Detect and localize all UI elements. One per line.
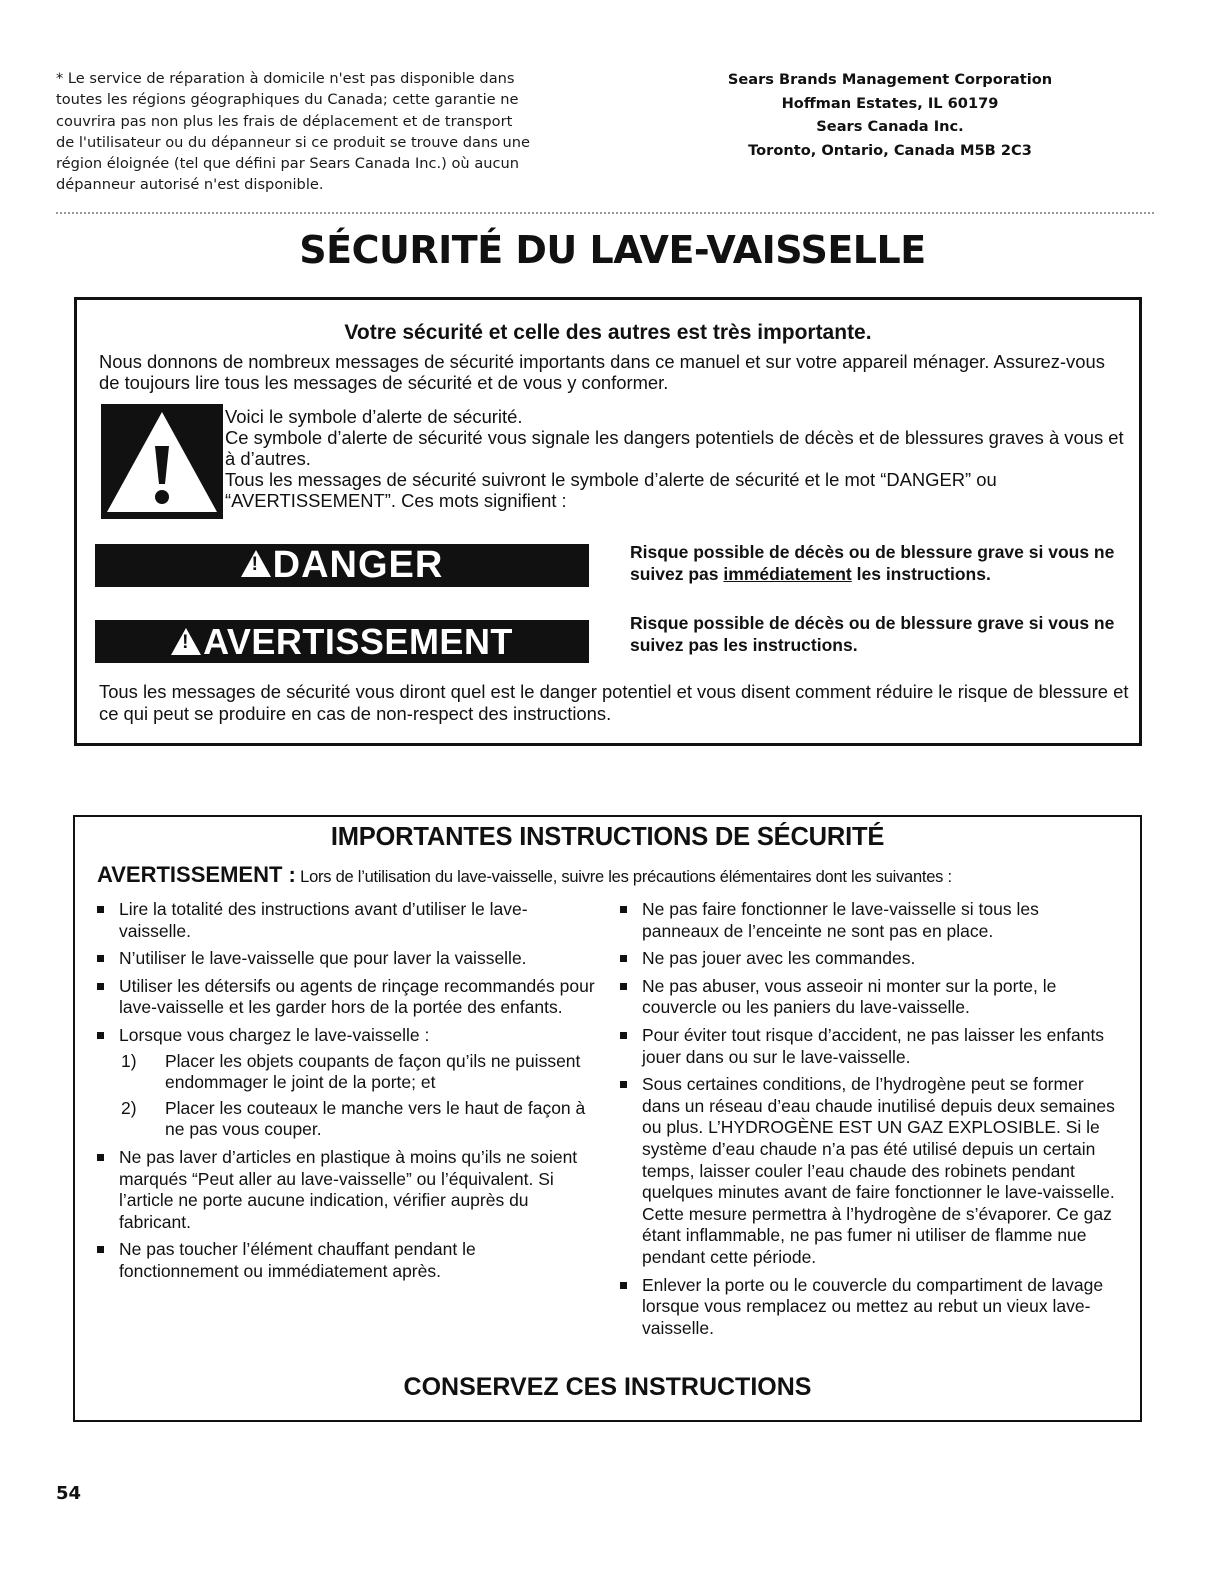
danger-text-part: les instructions. [851, 564, 991, 584]
danger-description [630, 541, 1150, 585]
sub-list [119, 1051, 595, 1141]
list-item: Ne pas jouer avec les commandes. [618, 948, 1118, 970]
list-item: Pour éviter tout risque d’accident, ne pas laisser les enfants jouer dans ou sur le lave-vaisselle. [618, 1025, 1118, 1068]
safety-message-box [74, 297, 1142, 746]
instructions-heading: IMPORTANTES INSTRUCTIONS DE SÉCURITÉ [330, 823, 885, 851]
safety-instructions-box [73, 815, 1142, 1422]
address-line: Sears Brands Management Corporation [727, 71, 1053, 88]
bullet-icon [97, 1246, 104, 1253]
warning-label: AVERTISSEMENT : [97, 862, 296, 887]
list-item: Ne pas abuser, vous asseoir ni monter sur la porte, le couvercle ou les paniers du lave-vaisselle. [618, 976, 1118, 1019]
alert-line: Tous les messages de sécurité suivront le symbole d’alerte de sécurité et le mot “DANGER” ou “AVERTISSEMENT”. Ces mots signifient : [225, 469, 997, 511]
danger-text-part: Risque possible de décès ou de blessure grave si vous ne suivez pas [630, 542, 1115, 584]
warning-triangle-icon [241, 550, 271, 577]
sub-list-item: 2) Placer les couteaux le manche vers le haut de façon à ne pas vous couper. [121, 1097, 586, 1140]
warning-label: AVERTISSEMENT [203, 621, 513, 662]
safety-intro-text: Nous donnons de nombreux messages de sécurité importants dans ce manuel et sur votre appareil ménager. Assurez-vous de toujours lire tous les messages de sécurité et de vous y conformer. [99, 351, 1105, 393]
list-item: Ne pas faire fonctionner le lave-vaisselle si tous les panneaux de l’enceinte ne sont pas en place. [618, 899, 1118, 942]
warning-triangle-icon [171, 628, 201, 655]
danger-label: DANGER [272, 544, 444, 586]
bullet-icon [97, 983, 104, 990]
bullet-icon [97, 906, 104, 913]
address-line: Hoffman Estates, IL 60179 [781, 94, 999, 112]
address-line: Toronto, Ontario, Canada M5B 2C3 [748, 141, 1032, 159]
footnote-text: * Le service de réparation à domicile n'est pas disponible dans toutes les régions géographiques du Canada; cette garantie ne couvrira pas non plus les frais de déplacement et de transport de l'utilisateur ou du dépanneur si ce produit se trouve dans une région éloignée (tel que défini par Sears Canada Inc.) où aucun dépanneur autorisé n'est disponible. [56, 70, 530, 194]
bullet-icon [97, 1154, 104, 1161]
list-item: Lorsque vous chargez le lave-vaisselle : 1) Placer les objets coupants de façon qu’ils ne puissent endommager le joint de la porte; et 2) Placer les couteaux le manche vers le haut de façon à ne pas vous couper. [95, 1025, 595, 1141]
list-item: Utiliser les détersifs ou agents de rinçage recommandés pour lave-vaisselle et les garder hors de la portée des enfants. [95, 976, 595, 1019]
instructions-list-right [618, 899, 1118, 1345]
save-instructions-heading: CONSERVEZ CES INSTRUCTIONS [403, 1373, 812, 1401]
bullet-icon [97, 955, 104, 962]
instructions-warning [97, 862, 1137, 888]
bullet-icon [620, 1081, 627, 1088]
list-item: Enlever la porte ou le couvercle du compartiment de lavage lorsque vous remplacez ou mettez au rebut un vieux lave-vaisselle. [618, 1275, 1118, 1340]
bullet-icon [620, 1032, 627, 1039]
instructions-list-left [95, 899, 595, 1289]
safety-outro-text: Tous les messages de sécurité vous diront quel est le danger potentiel et vous disent comment réduire le risque de blessure et ce qui peut se produire en cas de non-respect des instructions. [99, 681, 1129, 724]
danger-text-emphasis: immédiatement [723, 564, 852, 584]
warning-text: Lors de l’utilisation du lave-vaisselle, suivre les précautions élémentaires dont les suivantes : [295, 868, 952, 886]
bullet-icon [620, 1282, 627, 1289]
bullet-icon [97, 1032, 104, 1039]
safety-alert-icon [101, 404, 223, 519]
danger-signal-bar [95, 544, 589, 587]
page-number: 54 [56, 1483, 82, 1504]
list-item: Sous certaines conditions, de l’hydrogène peut se former dans un réseau d’eau chaude inutilisé depuis deux semaines ou plus. L’HYDROGÈNE EST UN GAZ EXPLOSIBLE. Si le système d’eau chaude n’a pas été utilisé depuis un certain temps, laisser couler l’eau chaude des robinets pendant quelques minutes avant de faire fonctionner le lave-vaisselle. Cette mesure permettra à l’hydrogène de s’évaporer. Ce gaz étant inflammable, ne pas fumer ni utiliser de flamme nue pendant cette période. [618, 1074, 1118, 1268]
sub-list-item: 1) Placer les objets coupants de façon qu’ils ne puissent endommager le joint de la porte; et [121, 1050, 581, 1093]
warning-description: Risque possible de décès ou de blessure grave si vous ne suivez pas les instructions. [630, 613, 1115, 655]
alert-line: Ce symbole d’alerte de sécurité vous signale les dangers potentiels de décès et de blessures graves à vous et à d’autres. [225, 427, 1124, 469]
alert-line: Voici le symbole d’alerte de sécurité. [225, 406, 523, 427]
list-item: Ne pas laver d’articles en plastique à moins qu’ils ne soient marqués “Peut aller au lave-vaisselle” ou l’équivalent. Si l’article ne porte aucune indication, vérifier auprès du fabricant. [95, 1147, 595, 1233]
alert-explanation [225, 406, 1125, 511]
warning-signal-bar [95, 620, 589, 663]
bullet-icon [620, 955, 627, 962]
divider [56, 212, 1154, 214]
list-item: Lire la totalité des instructions avant d’utiliser le lave-vaisselle. [95, 899, 595, 942]
safety-box-heading: Votre sécurité et celle des autres est très importante. [344, 321, 872, 344]
bullet-icon [620, 906, 627, 913]
bullet-icon [620, 983, 627, 990]
address-line: Sears Canada Inc. [816, 118, 964, 135]
list-item: Ne pas toucher l’élément chauffant pendant le fonctionnement ou immédiatement après. [95, 1239, 595, 1282]
page-title: SÉCURITÉ DU LAVE-VAISSELLE [299, 228, 926, 272]
list-item: N’utiliser le lave-vaisselle que pour laver la vaisselle. [95, 948, 595, 970]
company-address [700, 68, 1080, 162]
